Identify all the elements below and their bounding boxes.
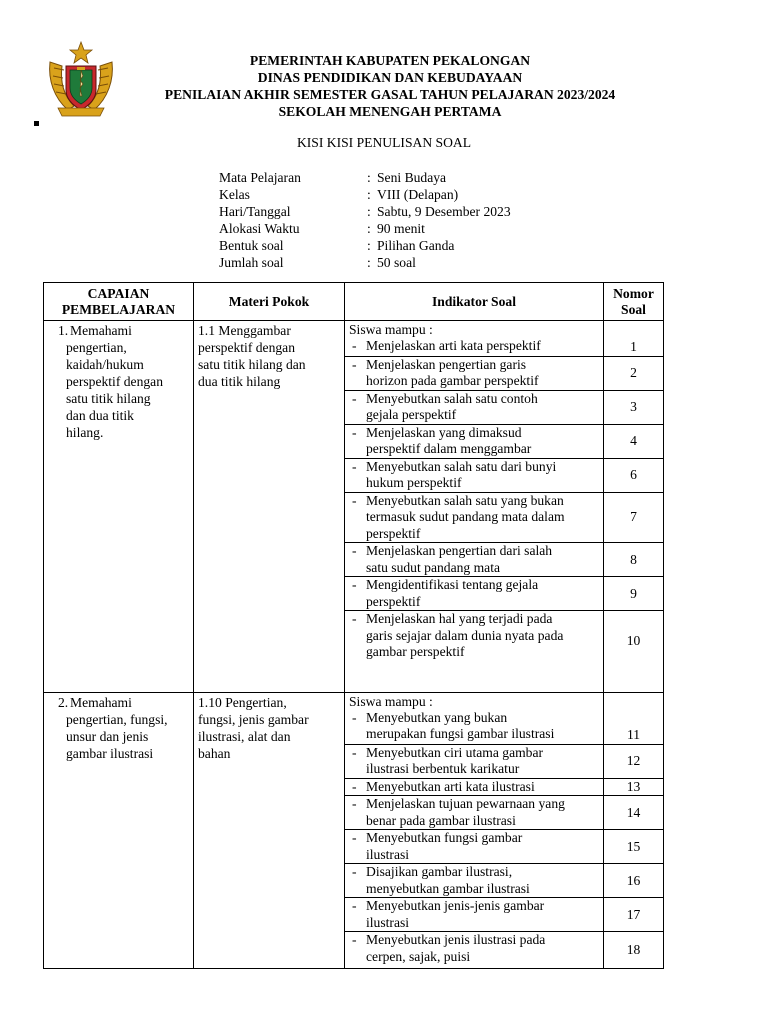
indikator-dash: -: [352, 424, 357, 440]
indikator-line: Menyebutkan ciri utama gambar: [366, 744, 544, 760]
table-row: [44, 692, 664, 969]
capaian-cell: [44, 321, 194, 693]
indikator-cell: [345, 321, 604, 693]
indikator-line: merupakan fungsi gambar ilustrasi: [366, 726, 555, 741]
indikator-line: ilustrasi berbentuk karikatur: [366, 761, 520, 776]
indikator-item: [345, 338, 603, 356]
header-indikator: Indikator Soal: [345, 283, 604, 321]
indikator-dash: -: [352, 932, 357, 947]
indikator-line: horizon pada gambar perspektif: [366, 373, 539, 388]
materi-line: bahan: [198, 745, 231, 761]
capaian-line: Memahami: [70, 694, 132, 710]
materi-line: ilustrasi, alat dan: [198, 728, 291, 744]
info-value: VIII (Delapan): [377, 187, 459, 202]
materi-text: [194, 693, 344, 762]
indikator-item: [345, 458, 603, 492]
indikator-line: Menjelaskan yang dimaksud: [366, 424, 522, 440]
section-spacer: [345, 672, 603, 692]
indikator-line: perspektif dalam menggambar: [366, 441, 532, 456]
question-number: 17: [604, 897, 663, 931]
indikator-dash: -: [352, 338, 357, 353]
indikator-item: [345, 778, 603, 796]
indikator-intro: Siswa mampu :: [349, 693, 433, 709]
capaian-number: 1.: [58, 323, 69, 338]
indikator-line: Menjelaskan arti kata perspektif: [366, 338, 541, 353]
header-nomor: [604, 283, 664, 321]
materi-line: satu titik hilang dan: [198, 357, 306, 372]
indikator-item: [345, 863, 603, 897]
materi-line: 1.10 Pengertian,: [198, 694, 287, 710]
info-row: [219, 186, 639, 203]
question-number: 9: [604, 576, 663, 610]
indikator-line: cerpen, sajak, puisi: [366, 948, 471, 964]
indikator-dash: -: [352, 898, 357, 913]
letterhead-line-4: SEKOLAH MENENGAH PERTAMA: [278, 104, 502, 119]
question-number: 1: [630, 338, 637, 354]
indikator-line: Menjelaskan pengertian dari salah: [366, 543, 553, 558]
indikator-dash: -: [352, 543, 357, 558]
info-colon: :: [367, 238, 371, 253]
question-number: 3: [604, 390, 663, 424]
indikator-line: gambar perspektif: [366, 644, 465, 659]
info-colon: :: [367, 255, 371, 270]
indikator-cell: [345, 692, 604, 969]
indikator-item: [345, 744, 603, 778]
info-label: Alokasi Waktu: [219, 221, 300, 236]
info-label: Bentuk soal: [219, 238, 284, 253]
capaian-line: pengertian, fungsi,: [66, 711, 168, 727]
indikator-item: [345, 931, 603, 968]
indikator-item: [345, 710, 603, 744]
indikator-line: Menjelaskan tujuan pewarnaan yang: [366, 796, 565, 811]
indikator-line: gejala perspektif: [366, 407, 457, 422]
indikator-line: Menyebutkan yang bukan: [366, 709, 508, 725]
capaian-line: perspektif dengan: [66, 374, 164, 389]
indikator-item: [345, 829, 603, 863]
section-spacer: [604, 672, 663, 692]
question-number: 6: [604, 458, 663, 492]
indikator-item: [345, 576, 603, 610]
indikator-line: Disajikan gambar ilustrasi,: [366, 864, 513, 879]
capaian-text: [44, 693, 193, 762]
info-label: Jumlah soal: [219, 255, 284, 270]
indikator-item: [345, 610, 603, 672]
question-number: 14: [604, 795, 663, 829]
info-value: Sabtu, 9 Desember 2023: [377, 204, 511, 219]
info-row: [219, 254, 639, 271]
letterhead-line-1: PEMERINTAH KABUPATEN PEKALONGAN: [249, 53, 531, 68]
info-value: Seni Budaya: [377, 170, 447, 185]
question-number: 10: [604, 610, 663, 672]
capaian-body: [62, 694, 189, 762]
letterhead-line-2: DINAS PENDIDIKAN DAN KEBUDAYAAN: [257, 70, 523, 85]
indikator-dash: -: [352, 390, 357, 406]
capaian-body: [62, 322, 189, 441]
question-number: 11: [626, 726, 641, 742]
header-capaian-line1: CAPAIAN: [87, 285, 150, 301]
materi-cell: [194, 321, 345, 693]
indikator-line: Menyebutkan salah satu contoh: [366, 390, 538, 406]
info-label: Kelas: [219, 187, 250, 202]
question-number: 4: [604, 424, 663, 458]
info-label: Mata Pelajaran: [219, 170, 301, 185]
capaian-number: 2.: [58, 694, 69, 710]
materi-line: 1.1 Menggambar: [198, 323, 291, 338]
info-value: 90 menit: [377, 221, 425, 236]
indikator-line: menyebutkan gambar ilustrasi: [366, 880, 530, 896]
indikator-dash: -: [352, 356, 357, 372]
materi-line: dua titik hilang: [198, 374, 281, 389]
indikator-line: Menjelaskan pengertian garis: [366, 356, 527, 372]
indikator-item: [345, 542, 603, 576]
indikator-line: Menyebutkan fungsi gambar: [366, 830, 523, 845]
indikator-line: Menyebutkan arti kata ilustrasi: [366, 778, 535, 794]
indikator-dash: -: [352, 709, 357, 725]
info-value: Pilihan Ganda: [377, 238, 455, 253]
question-number: 12: [604, 744, 663, 778]
indikator-item: [345, 492, 603, 543]
info-row: [219, 237, 639, 254]
indikator-dash: -: [352, 744, 357, 760]
capaian-text: [44, 321, 193, 441]
indikator-line: Menjelaskan hal yang terjadi pada: [366, 611, 553, 626]
indikator-dash: -: [352, 458, 357, 474]
capaian-line: satu titik hilang: [66, 391, 151, 406]
table-row: [44, 321, 664, 693]
capaian-line: kaidah/hukum: [66, 357, 144, 372]
indikator-line: Mengidentifikasi tentang gejala: [366, 577, 539, 592]
info-value: 50 soal: [377, 255, 416, 270]
indikator-line: Menyebutkan jenis ilustrasi pada: [366, 932, 546, 947]
indikator-item: [345, 897, 603, 931]
blueprint-table: [43, 282, 664, 969]
header-capaian-line2: PEMBELAJARAN: [61, 301, 176, 317]
indikator-line: perspektif: [366, 525, 421, 541]
capaian-line: unsur dan jenis: [66, 728, 149, 744]
materi-line: perspektif dengan: [198, 340, 296, 355]
info-row: [219, 169, 639, 186]
nomor-cell: [604, 321, 664, 693]
capaian-line: gambar ilustrasi: [66, 745, 154, 761]
capaian-line: hilang.: [66, 425, 104, 440]
indikator-line: Menyebutkan salah satu dari bunyi: [366, 458, 557, 474]
letterhead: [110, 52, 670, 120]
indikator-item: [345, 795, 603, 829]
letterhead-line-3: PENILAIAN AKHIR SEMESTER GASAL TAHUN PELAJARAN 2023/2024: [164, 87, 616, 102]
indikator-line: garis sejajar dalam dunia nyata pada: [366, 627, 564, 643]
document-title: KISI KISI PENULISAN SOAL: [296, 135, 472, 150]
question-number: 8: [604, 542, 663, 576]
indikator-dash: -: [352, 492, 357, 508]
info-colon: :: [367, 204, 371, 219]
bullet-mark: [34, 121, 39, 126]
materi-cell: [194, 692, 345, 969]
header-capaian: [44, 283, 194, 321]
indikator-intro: Siswa mampu :: [349, 322, 433, 337]
question-number: 15: [604, 829, 663, 863]
indikator-dash: -: [352, 830, 357, 845]
exam-info: [219, 169, 639, 271]
indikator-line: Menyebutkan jenis-jenis gambar: [366, 898, 545, 913]
indikator-dash: -: [352, 611, 357, 626]
indikator-line: ilustrasi: [366, 914, 410, 930]
capaian-line: Memahami: [70, 323, 132, 338]
indikator-item: [345, 356, 603, 390]
pekalongan-regency-emblem-icon: [44, 40, 118, 120]
materi-text: [194, 321, 344, 390]
capaian-cell: [44, 692, 194, 969]
capaian-line: pengertian,: [66, 340, 127, 355]
info-row: [219, 220, 639, 237]
info-colon: :: [367, 221, 371, 236]
table-header-row: [44, 283, 664, 321]
question-number: 2: [604, 356, 663, 390]
indikator-item: [345, 424, 603, 458]
capaian-line: dan dua titik: [66, 408, 134, 423]
indikator-dash: -: [352, 577, 357, 592]
indikator-item: [345, 390, 603, 424]
info-row: [219, 203, 639, 220]
indikator-line: termasuk sudut pandang mata dalam: [366, 509, 565, 524]
question-number: 16: [604, 863, 663, 897]
indikator-dash: -: [352, 778, 357, 794]
info-colon: :: [367, 170, 371, 185]
question-number: 13: [604, 778, 663, 796]
indikator-dash: -: [352, 796, 357, 811]
indikator-line: ilustrasi: [366, 846, 410, 862]
indikator-line: satu sudut pandang mata: [366, 559, 501, 575]
header-nomor-line2: Soal: [621, 301, 646, 317]
info-label: Hari/Tanggal: [219, 204, 291, 219]
indikator-line: benar pada gambar ilustrasi: [366, 812, 516, 828]
indikator-line: Menyebutkan salah satu yang bukan: [366, 492, 564, 508]
info-colon: :: [367, 187, 371, 202]
indikator-line: perspektif: [366, 593, 421, 609]
header-nomor-line1: Nomor: [613, 285, 654, 301]
nomor-cell: [604, 692, 664, 969]
header-materi: Materi Pokok: [194, 283, 345, 321]
indikator-line: hukum perspektif: [366, 475, 462, 490]
materi-line: fungsi, jenis gambar: [198, 711, 309, 727]
question-number: 7: [604, 492, 663, 543]
question-number: 18: [604, 931, 663, 968]
indikator-dash: -: [352, 864, 357, 879]
